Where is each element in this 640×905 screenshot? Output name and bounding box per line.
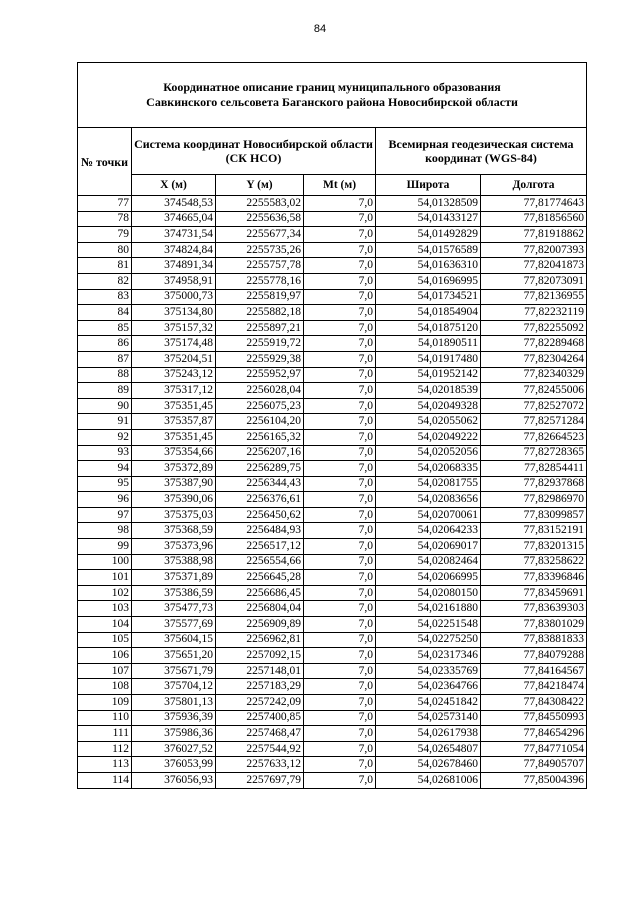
cell-point-number: 101 [78, 570, 132, 586]
cell-latitude: 54,02052056 [376, 445, 481, 461]
cell-longitude: 77,83801029 [481, 617, 587, 633]
table-title-line-1: Координатное описание границ муниципального образования [163, 80, 501, 94]
table-row [78, 383, 587, 399]
cell-x-coordinate: 376053,99 [132, 757, 216, 773]
cell-y-coordinate: 2256028,04 [216, 383, 304, 399]
cell-mt-value: 7,0 [304, 570, 376, 586]
cell-mt-value: 7,0 [304, 695, 376, 711]
cell-x-coordinate: 375604,15 [132, 632, 216, 648]
cell-longitude: 77,82571284 [481, 414, 587, 430]
cell-y-coordinate: 2256804,04 [216, 601, 304, 617]
cell-y-coordinate: 2256207,16 [216, 445, 304, 461]
table-row [78, 648, 587, 664]
cell-longitude: 77,82255092 [481, 320, 587, 336]
table-row [78, 632, 587, 648]
cell-mt-value: 7,0 [304, 461, 376, 477]
cell-point-number: 103 [78, 601, 132, 617]
table-row [78, 414, 587, 430]
cell-mt-value: 7,0 [304, 554, 376, 570]
table-row [78, 617, 587, 633]
cell-longitude: 77,82289468 [481, 336, 587, 352]
cell-longitude: 77,84654296 [481, 726, 587, 742]
table-row [78, 726, 587, 742]
cell-mt-value: 7,0 [304, 227, 376, 243]
header-x: X (м) [132, 175, 216, 196]
cell-latitude: 54,02335769 [376, 663, 481, 679]
cell-x-coordinate: 375936,39 [132, 710, 216, 726]
cell-longitude: 77,82304264 [481, 351, 587, 367]
cell-latitude: 54,01734521 [376, 289, 481, 305]
cell-x-coordinate: 375671,79 [132, 663, 216, 679]
cell-y-coordinate: 2257183,29 [216, 679, 304, 695]
cell-latitude: 54,02066995 [376, 570, 481, 586]
cell-mt-value: 7,0 [304, 710, 376, 726]
cell-longitude: 77,82527072 [481, 398, 587, 414]
table-row [78, 227, 587, 243]
cell-point-number: 82 [78, 273, 132, 289]
table-row [78, 305, 587, 321]
table-body [78, 196, 587, 789]
table-row [78, 242, 587, 258]
cell-longitude: 77,82854411 [481, 461, 587, 477]
cell-latitude: 54,02251548 [376, 617, 481, 633]
cell-point-number: 83 [78, 289, 132, 305]
header-latitude: Широта [376, 175, 481, 196]
table-row [78, 258, 587, 274]
cell-x-coordinate: 374824,84 [132, 242, 216, 258]
cell-latitude: 54,02681006 [376, 772, 481, 788]
cell-x-coordinate: 375134,80 [132, 305, 216, 321]
cell-longitude: 77,83099857 [481, 507, 587, 523]
cell-longitude: 77,83396846 [481, 570, 587, 586]
cell-y-coordinate: 2257633,12 [216, 757, 304, 773]
cell-point-number: 90 [78, 398, 132, 414]
cell-point-number: 81 [78, 258, 132, 274]
table-row [78, 570, 587, 586]
cell-y-coordinate: 2256554,66 [216, 554, 304, 570]
cell-longitude: 77,82041873 [481, 258, 587, 274]
cell-mt-value: 7,0 [304, 336, 376, 352]
cell-y-coordinate: 2257242,09 [216, 695, 304, 711]
cell-y-coordinate: 2255929,38 [216, 351, 304, 367]
table-row [78, 461, 587, 477]
cell-x-coordinate: 375373,96 [132, 539, 216, 555]
cell-latitude: 54,02081755 [376, 476, 481, 492]
cell-mt-value: 7,0 [304, 398, 376, 414]
cell-longitude: 77,82136955 [481, 289, 587, 305]
cell-longitude: 77,84550993 [481, 710, 587, 726]
cell-mt-value: 7,0 [304, 507, 376, 523]
table-row [78, 351, 587, 367]
cell-y-coordinate: 2256104,20 [216, 414, 304, 430]
cell-x-coordinate: 375317,12 [132, 383, 216, 399]
cell-latitude: 54,02451842 [376, 695, 481, 711]
cell-latitude: 54,02070061 [376, 507, 481, 523]
table-row [78, 320, 587, 336]
table-row [78, 585, 587, 601]
cell-latitude: 54,02678460 [376, 757, 481, 773]
cell-latitude: 54,02049328 [376, 398, 481, 414]
header-longitude: Долгота [481, 175, 587, 196]
cell-y-coordinate: 2255897,21 [216, 320, 304, 336]
cell-latitude: 54,01890511 [376, 336, 481, 352]
cell-latitude: 54,02364766 [376, 679, 481, 695]
cell-latitude: 54,02161880 [376, 601, 481, 617]
cell-point-number: 108 [78, 679, 132, 695]
cell-latitude: 54,02082464 [376, 554, 481, 570]
cell-latitude: 54,02018539 [376, 383, 481, 399]
cell-point-number: 111 [78, 726, 132, 742]
table-title-line-2: Савкинского сельсовета Баганского района Новосибирской области [146, 95, 518, 109]
table-row [78, 710, 587, 726]
header-system-nso: Система координат Новосибирской области (СК НСО) [132, 128, 376, 175]
cell-y-coordinate: 2255757,78 [216, 258, 304, 274]
cell-longitude: 77,82664523 [481, 429, 587, 445]
cell-x-coordinate: 375157,32 [132, 320, 216, 336]
cell-longitude: 77,84905707 [481, 757, 587, 773]
cell-mt-value: 7,0 [304, 741, 376, 757]
cell-longitude: 77,84771054 [481, 741, 587, 757]
cell-point-number: 102 [78, 585, 132, 601]
cell-longitude: 77,81918862 [481, 227, 587, 243]
cell-mt-value: 7,0 [304, 539, 376, 555]
cell-mt-value: 7,0 [304, 726, 376, 742]
cell-longitude: 77,82937868 [481, 476, 587, 492]
cell-y-coordinate: 2256344,43 [216, 476, 304, 492]
cell-mt-value: 7,0 [304, 211, 376, 227]
table-row [78, 539, 587, 555]
cell-latitude: 54,02654807 [376, 741, 481, 757]
cell-point-number: 89 [78, 383, 132, 399]
table-row [78, 492, 587, 508]
cell-mt-value: 7,0 [304, 289, 376, 305]
cell-mt-value: 7,0 [304, 383, 376, 399]
table-row [78, 523, 587, 539]
cell-mt-value: 7,0 [304, 648, 376, 664]
cell-mt-value: 7,0 [304, 679, 376, 695]
cell-mt-value: 7,0 [304, 196, 376, 212]
cell-point-number: 87 [78, 351, 132, 367]
cell-point-number: 86 [78, 336, 132, 352]
cell-y-coordinate: 2256450,62 [216, 507, 304, 523]
cell-y-coordinate: 2256686,45 [216, 585, 304, 601]
cell-x-coordinate: 374958,91 [132, 273, 216, 289]
cell-point-number: 105 [78, 632, 132, 648]
cell-mt-value: 7,0 [304, 445, 376, 461]
cell-latitude: 54,01636310 [376, 258, 481, 274]
cell-point-number: 98 [78, 523, 132, 539]
cell-point-number: 97 [78, 507, 132, 523]
cell-y-coordinate: 2256075,23 [216, 398, 304, 414]
cell-longitude: 77,83639303 [481, 601, 587, 617]
cell-y-coordinate: 2256289,75 [216, 461, 304, 477]
cell-x-coordinate: 376027,52 [132, 741, 216, 757]
cell-point-number: 94 [78, 461, 132, 477]
cell-y-coordinate: 2257544,92 [216, 741, 304, 757]
cell-mt-value: 7,0 [304, 242, 376, 258]
cell-latitude: 54,02064233 [376, 523, 481, 539]
cell-y-coordinate: 2256484,93 [216, 523, 304, 539]
cell-mt-value: 7,0 [304, 414, 376, 430]
cell-point-number: 110 [78, 710, 132, 726]
cell-y-coordinate: 2256376,61 [216, 492, 304, 508]
header-mt: Mt (м) [304, 175, 376, 196]
cell-x-coordinate: 375354,66 [132, 445, 216, 461]
cell-point-number: 84 [78, 305, 132, 321]
cell-longitude: 77,85004396 [481, 772, 587, 788]
cell-latitude: 54,02068335 [376, 461, 481, 477]
cell-x-coordinate: 375386,59 [132, 585, 216, 601]
cell-x-coordinate: 374548,53 [132, 196, 216, 212]
cell-latitude: 54,01952142 [376, 367, 481, 383]
cell-longitude: 77,83152191 [481, 523, 587, 539]
cell-longitude: 77,83881833 [481, 632, 587, 648]
cell-latitude: 54,02083656 [376, 492, 481, 508]
cell-x-coordinate: 375174,48 [132, 336, 216, 352]
header-point-number: № точки [78, 128, 132, 196]
cell-y-coordinate: 2255952,97 [216, 367, 304, 383]
cell-longitude: 77,82007393 [481, 242, 587, 258]
table-row [78, 336, 587, 352]
cell-latitude: 54,02049222 [376, 429, 481, 445]
cell-point-number: 113 [78, 757, 132, 773]
header-y: Y (м) [216, 175, 304, 196]
cell-x-coordinate: 375375,03 [132, 507, 216, 523]
cell-longitude: 77,82986970 [481, 492, 587, 508]
cell-mt-value: 7,0 [304, 617, 376, 633]
cell-point-number: 78 [78, 211, 132, 227]
cell-latitude: 54,01854904 [376, 305, 481, 321]
cell-longitude: 77,83459691 [481, 585, 587, 601]
cell-y-coordinate: 2255882,18 [216, 305, 304, 321]
cell-latitude: 54,01917480 [376, 351, 481, 367]
cell-y-coordinate: 2257468,47 [216, 726, 304, 742]
cell-x-coordinate: 375204,51 [132, 351, 216, 367]
cell-point-number: 96 [78, 492, 132, 508]
cell-x-coordinate: 375243,12 [132, 367, 216, 383]
cell-x-coordinate: 375390,06 [132, 492, 216, 508]
cell-x-coordinate: 375986,36 [132, 726, 216, 742]
cell-x-coordinate: 375801,13 [132, 695, 216, 711]
table-row [78, 196, 587, 212]
page-number: 84 [313, 23, 327, 35]
cell-latitude: 54,01875120 [376, 320, 481, 336]
cell-mt-value: 7,0 [304, 305, 376, 321]
cell-latitude: 54,02617938 [376, 726, 481, 742]
table-row [78, 663, 587, 679]
header-system-wgs84: Всемирная геодезическая система координат (WGS-84) [376, 128, 587, 175]
cell-x-coordinate: 375388,98 [132, 554, 216, 570]
cell-x-coordinate: 375477,73 [132, 601, 216, 617]
cell-mt-value: 7,0 [304, 663, 376, 679]
coordinates-table [77, 62, 587, 789]
table-row [78, 507, 587, 523]
cell-point-number: 77 [78, 196, 132, 212]
cell-x-coordinate: 375577,69 [132, 617, 216, 633]
cell-x-coordinate: 375372,89 [132, 461, 216, 477]
cell-point-number: 85 [78, 320, 132, 336]
table-row [78, 289, 587, 305]
cell-mt-value: 7,0 [304, 585, 376, 601]
table-row [78, 679, 587, 695]
table-row [78, 741, 587, 757]
table-row [78, 429, 587, 445]
cell-y-coordinate: 2256909,89 [216, 617, 304, 633]
table-row [78, 476, 587, 492]
cell-point-number: 91 [78, 414, 132, 430]
cell-x-coordinate: 375351,45 [132, 398, 216, 414]
cell-mt-value: 7,0 [304, 476, 376, 492]
table-row [78, 757, 587, 773]
cell-mt-value: 7,0 [304, 601, 376, 617]
table-row [78, 445, 587, 461]
cell-longitude: 77,83201315 [481, 539, 587, 555]
cell-longitude: 77,81856560 [481, 211, 587, 227]
cell-mt-value: 7,0 [304, 772, 376, 788]
cell-y-coordinate: 2257697,79 [216, 772, 304, 788]
table-title [78, 63, 587, 128]
cell-point-number: 93 [78, 445, 132, 461]
cell-longitude: 77,84308422 [481, 695, 587, 711]
cell-point-number: 107 [78, 663, 132, 679]
cell-longitude: 77,82455006 [481, 383, 587, 399]
cell-longitude: 77,81774643 [481, 196, 587, 212]
cell-latitude: 54,02573140 [376, 710, 481, 726]
cell-y-coordinate: 2256165,32 [216, 429, 304, 445]
cell-latitude: 54,02080150 [376, 585, 481, 601]
cell-point-number: 109 [78, 695, 132, 711]
cell-x-coordinate: 374731,54 [132, 227, 216, 243]
cell-y-coordinate: 2257400,85 [216, 710, 304, 726]
cell-y-coordinate: 2255919,72 [216, 336, 304, 352]
table-row [78, 367, 587, 383]
cell-x-coordinate: 375351,45 [132, 429, 216, 445]
cell-x-coordinate: 375000,73 [132, 289, 216, 305]
cell-latitude: 54,01696995 [376, 273, 481, 289]
cell-y-coordinate: 2255636,58 [216, 211, 304, 227]
cell-x-coordinate: 376056,93 [132, 772, 216, 788]
cell-y-coordinate: 2255677,34 [216, 227, 304, 243]
cell-latitude: 54,01328509 [376, 196, 481, 212]
cell-y-coordinate: 2257148,01 [216, 663, 304, 679]
cell-y-coordinate: 2256517,12 [216, 539, 304, 555]
cell-point-number: 106 [78, 648, 132, 664]
cell-mt-value: 7,0 [304, 757, 376, 773]
cell-point-number: 112 [78, 741, 132, 757]
cell-y-coordinate: 2255583,02 [216, 196, 304, 212]
table-row [78, 211, 587, 227]
cell-x-coordinate: 375357,87 [132, 414, 216, 430]
cell-longitude: 77,82728365 [481, 445, 587, 461]
cell-point-number: 80 [78, 242, 132, 258]
cell-mt-value: 7,0 [304, 429, 376, 445]
table-row [78, 398, 587, 414]
cell-y-coordinate: 2255735,26 [216, 242, 304, 258]
cell-mt-value: 7,0 [304, 258, 376, 274]
cell-latitude: 54,02317346 [376, 648, 481, 664]
cell-y-coordinate: 2257092,15 [216, 648, 304, 664]
table-row [78, 772, 587, 788]
cell-mt-value: 7,0 [304, 492, 376, 508]
cell-latitude: 54,01576589 [376, 242, 481, 258]
cell-mt-value: 7,0 [304, 632, 376, 648]
cell-point-number: 92 [78, 429, 132, 445]
cell-longitude: 77,84218474 [481, 679, 587, 695]
table-row [78, 554, 587, 570]
cell-x-coordinate: 375651,20 [132, 648, 216, 664]
cell-point-number: 79 [78, 227, 132, 243]
cell-latitude: 54,02275250 [376, 632, 481, 648]
cell-point-number: 100 [78, 554, 132, 570]
cell-mt-value: 7,0 [304, 320, 376, 336]
cell-longitude: 77,82073091 [481, 273, 587, 289]
cell-y-coordinate: 2255778,16 [216, 273, 304, 289]
cell-point-number: 99 [78, 539, 132, 555]
cell-x-coordinate: 375704,12 [132, 679, 216, 695]
cell-mt-value: 7,0 [304, 523, 376, 539]
cell-x-coordinate: 375387,90 [132, 476, 216, 492]
cell-mt-value: 7,0 [304, 367, 376, 383]
table-row [78, 601, 587, 617]
cell-y-coordinate: 2255819,97 [216, 289, 304, 305]
cell-latitude: 54,01433127 [376, 211, 481, 227]
cell-longitude: 77,84164567 [481, 663, 587, 679]
cell-longitude: 77,84079288 [481, 648, 587, 664]
cell-point-number: 114 [78, 772, 132, 788]
cell-mt-value: 7,0 [304, 351, 376, 367]
cell-y-coordinate: 2256645,28 [216, 570, 304, 586]
cell-point-number: 104 [78, 617, 132, 633]
cell-latitude: 54,02055062 [376, 414, 481, 430]
table-row [78, 273, 587, 289]
cell-latitude: 54,01492829 [376, 227, 481, 243]
cell-latitude: 54,02069017 [376, 539, 481, 555]
cell-x-coordinate: 375371,89 [132, 570, 216, 586]
cell-x-coordinate: 374891,34 [132, 258, 216, 274]
cell-point-number: 88 [78, 367, 132, 383]
cell-point-number: 95 [78, 476, 132, 492]
table-row [78, 695, 587, 711]
cell-longitude: 77,82232119 [481, 305, 587, 321]
cell-x-coordinate: 375368,59 [132, 523, 216, 539]
cell-longitude: 77,82340329 [481, 367, 587, 383]
cell-y-coordinate: 2256962,81 [216, 632, 304, 648]
cell-x-coordinate: 374665,04 [132, 211, 216, 227]
cell-longitude: 77,83258622 [481, 554, 587, 570]
cell-mt-value: 7,0 [304, 273, 376, 289]
